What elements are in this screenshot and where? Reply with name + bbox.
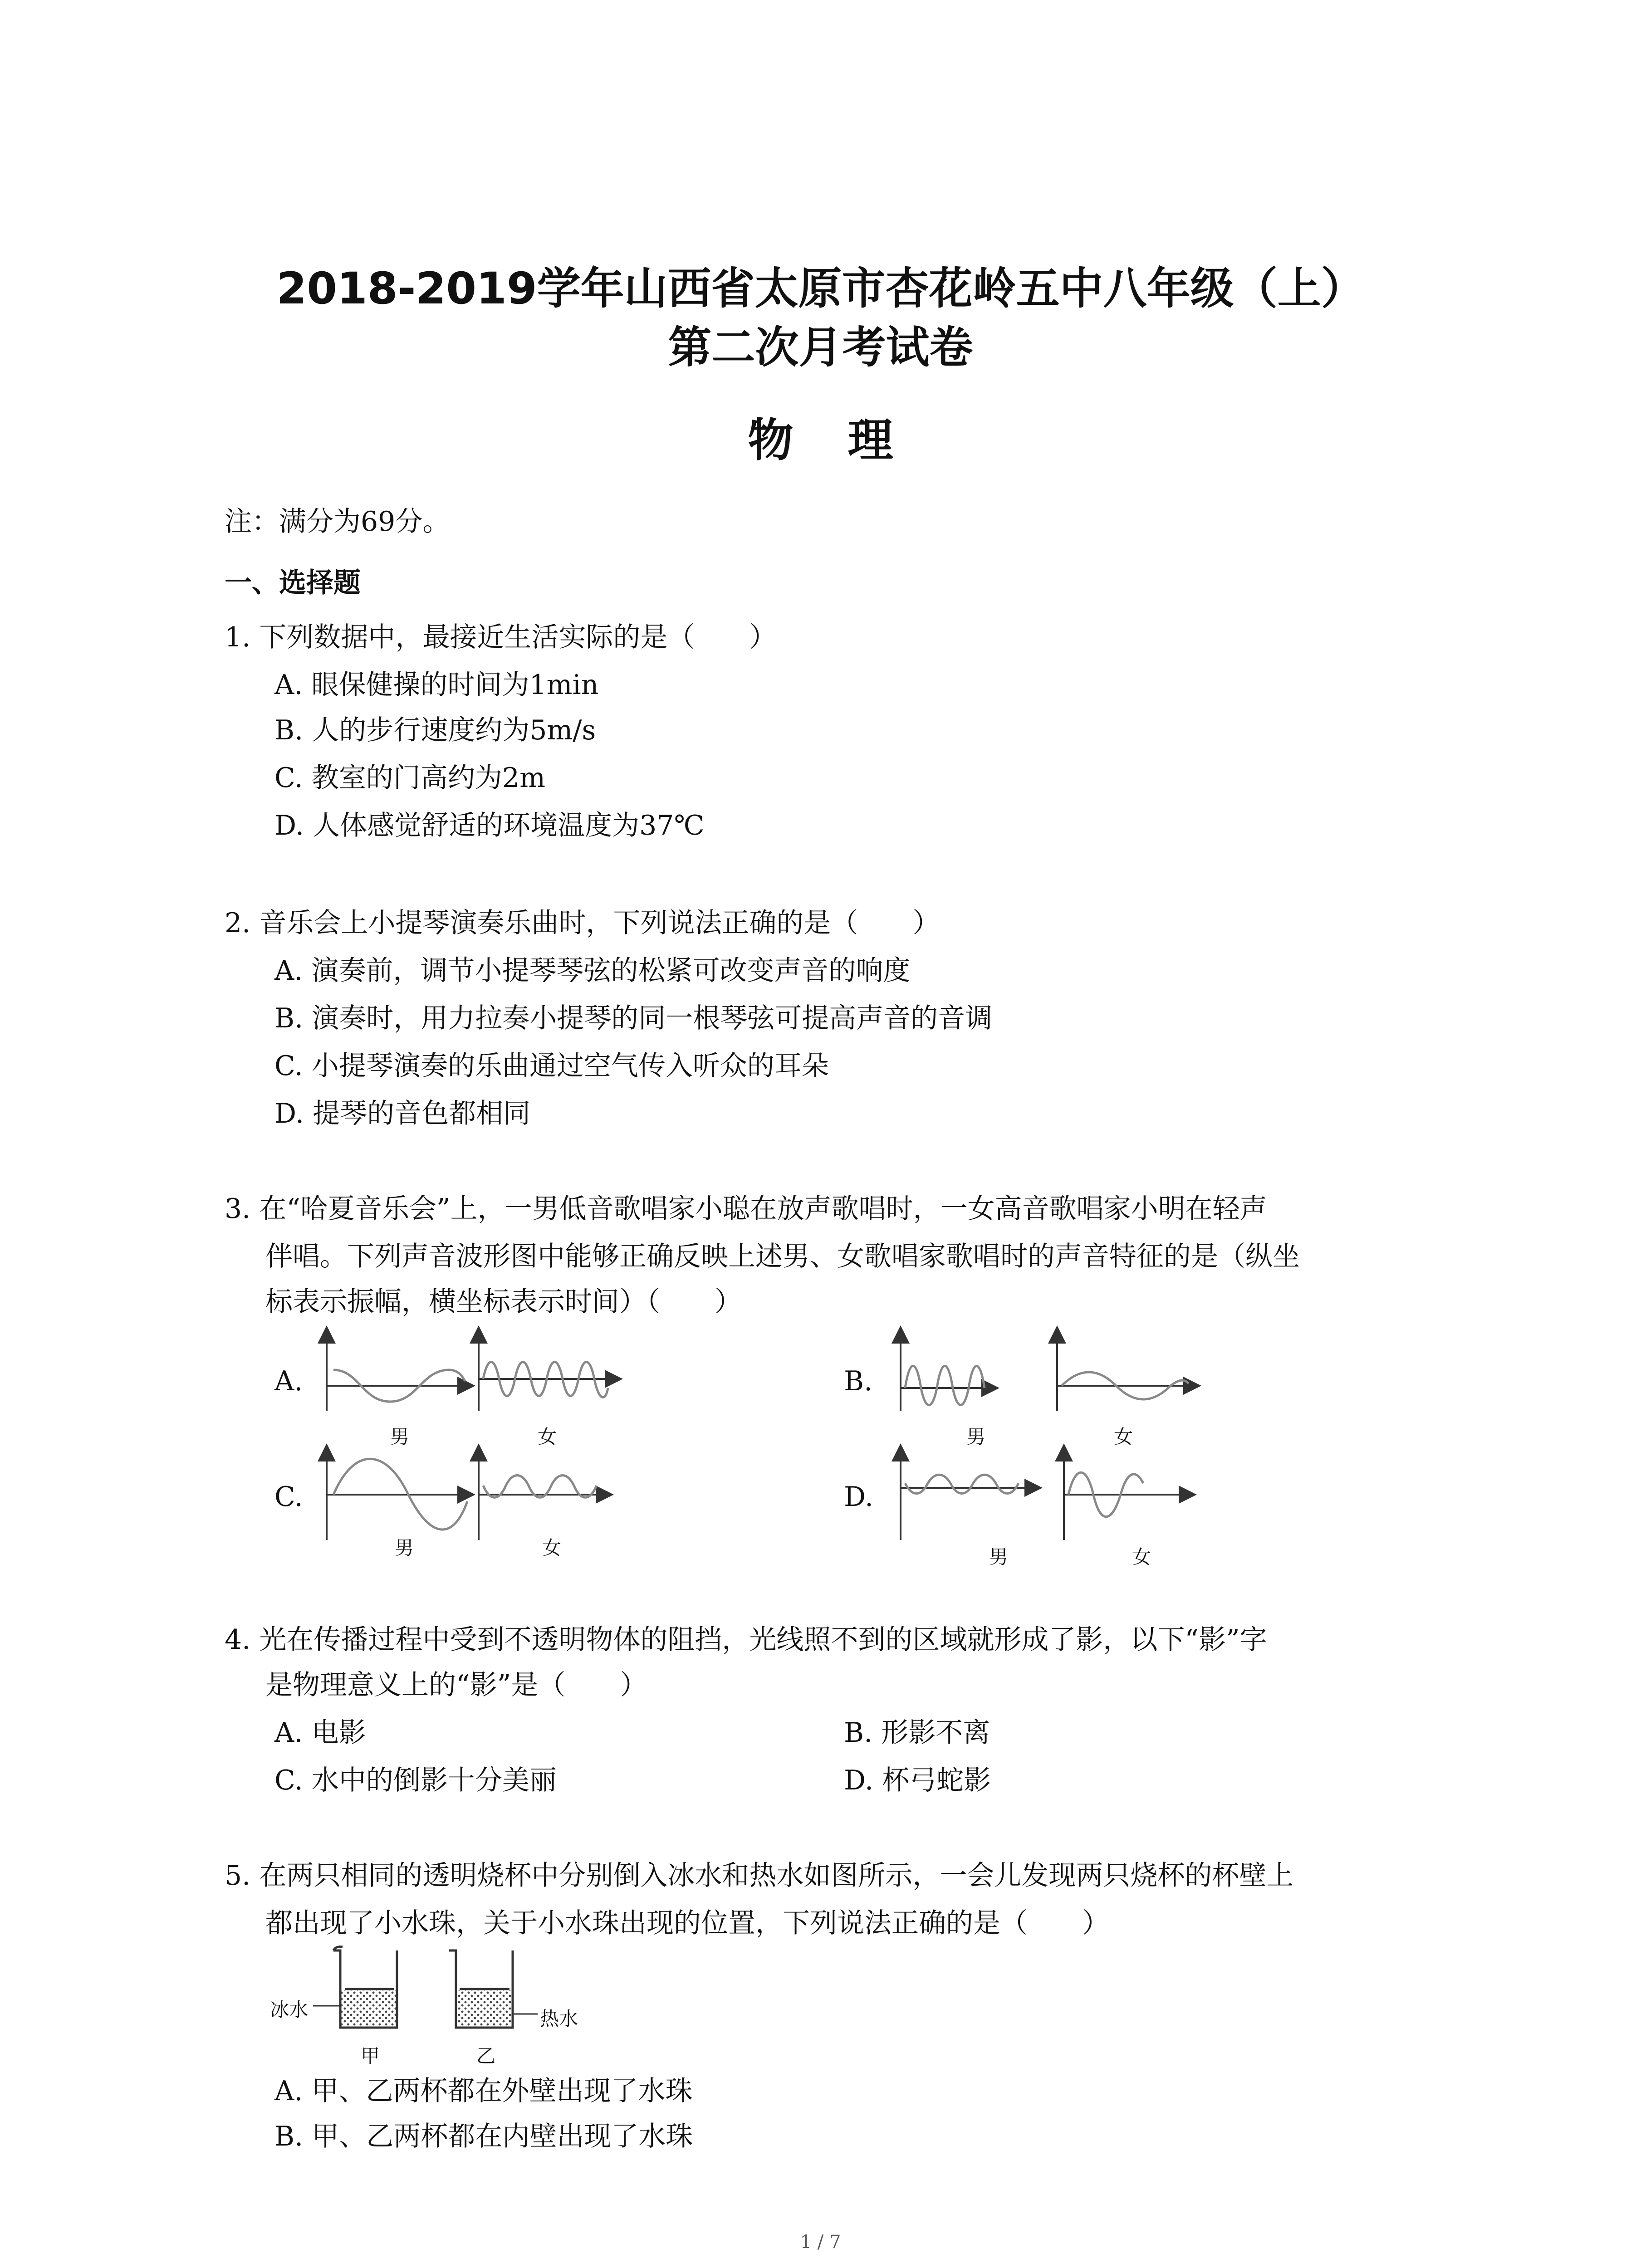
q3-option-b-label: B. <box>844 1365 873 1397</box>
score-note: 注：满分为69分。 <box>225 506 450 538</box>
q5-cup-a-label: 甲 <box>361 2045 380 2067</box>
q2-option-b: B. 演奏时，用力拉奏小提琴的同一根琴弦可提高声音的音调 <box>274 1002 993 1034</box>
q5-stem-line-1: 5. 在两只相同的透明烧杯中分别倒入冰水和热水如图所示，一会儿发现两只烧杯的杯壁上 <box>225 1860 1294 1892</box>
page-number: 1 / 7 <box>800 2232 841 2253</box>
section-heading: 一、选择题 <box>225 567 361 599</box>
q1-option-b: B. 人的步行速度约为5m/s <box>274 714 596 746</box>
q5-option-a: A. 甲、乙两杯都在外壁出现了水珠 <box>274 2075 693 2107</box>
q4-stem-line-2: 是物理意义上的“影”是（ ） <box>265 1669 647 1701</box>
q3-a-female-label: 女 <box>538 1426 557 1448</box>
q3-b-male-label: 男 <box>966 1426 986 1448</box>
q4-stem-line-1: 4. 光在传播过程中受到不透明物体的阻挡，光线照不到的区域就形成了影，以下“影”字 <box>225 1624 1267 1656</box>
q5-hot-water-label: 热水 <box>540 2008 578 2030</box>
q5-stem-line-2: 都出现了小水珠，关于小水珠出现的位置，下列说法正确的是（ ） <box>265 1907 1109 1939</box>
q4-option-d: D. 杯弓蛇影 <box>844 1765 991 1796</box>
q3-c-female-label: 女 <box>542 1537 562 1559</box>
q1-option-a: A. 眼保健操的时间为1min <box>274 669 599 701</box>
q2-option-a: A. 演奏前，调节小提琴琴弦的松紧可改变声音的响度 <box>274 955 911 987</box>
q3-option-a-label: A. <box>274 1365 303 1397</box>
q1-option-d: D. 人体感觉舒适的环境温度为37℃ <box>274 810 705 841</box>
q2-option-d: D. 提琴的音色都相同 <box>274 1098 531 1129</box>
q3-d-male-label: 男 <box>989 1546 1009 1568</box>
q5-option-b: B. 甲、乙两杯都在内壁出现了水珠 <box>274 2121 693 2152</box>
q1-option-c: C. 教室的门高约为2m <box>274 762 545 794</box>
q3-option-d-label: D. <box>844 1481 874 1513</box>
subject-title: 物理 <box>748 414 948 467</box>
q3-c-male-label: 男 <box>395 1537 414 1559</box>
q3-d-female-label: 女 <box>1132 1546 1151 1568</box>
q5-ice-water-label: 冰水 <box>270 1999 309 2021</box>
q4-option-b: B. 形影不离 <box>844 1717 990 1749</box>
q5-cup-b-label: 乙 <box>476 2045 496 2067</box>
q2-stem: 2. 音乐会上小提琴演奏乐曲时，下列说法正确的是（ ） <box>225 907 940 939</box>
q3-b-female-label: 女 <box>1114 1426 1133 1448</box>
q3-stem-line-3: 标表示振幅，横坐标表示时间）（ ） <box>265 1286 742 1318</box>
q3-stem-line-2: 伴唱。下列声音波形图中能够正确反映上述男、女歌唱家歌唱时的声音特征的是（纵坐 <box>265 1241 1300 1272</box>
q2-option-c: C. 小提琴演奏的乐曲通过空气传入听众的耳朵 <box>274 1050 829 1082</box>
q3-option-c-label: C. <box>274 1481 303 1513</box>
title-line-1: 2018-2019学年山西省太原市杏花岭五中八年级（上） <box>276 263 1365 314</box>
q1-stem: 1. 下列数据中，最接近生活实际的是（ ） <box>225 621 777 653</box>
q4-option-a: A. 电影 <box>274 1717 366 1749</box>
q3-a-male-label: 男 <box>390 1426 410 1448</box>
q4-option-c: C. 水中的倒影十分美丽 <box>274 1765 557 1796</box>
title-line-2: 第二次月考试卷 <box>668 322 973 373</box>
q3-stem-line-1: 3. 在“哈夏音乐会”上，一男低音歌唱家小聪在放声歌唱时，一女高音歌唱家小明在轻声 <box>225 1193 1267 1225</box>
